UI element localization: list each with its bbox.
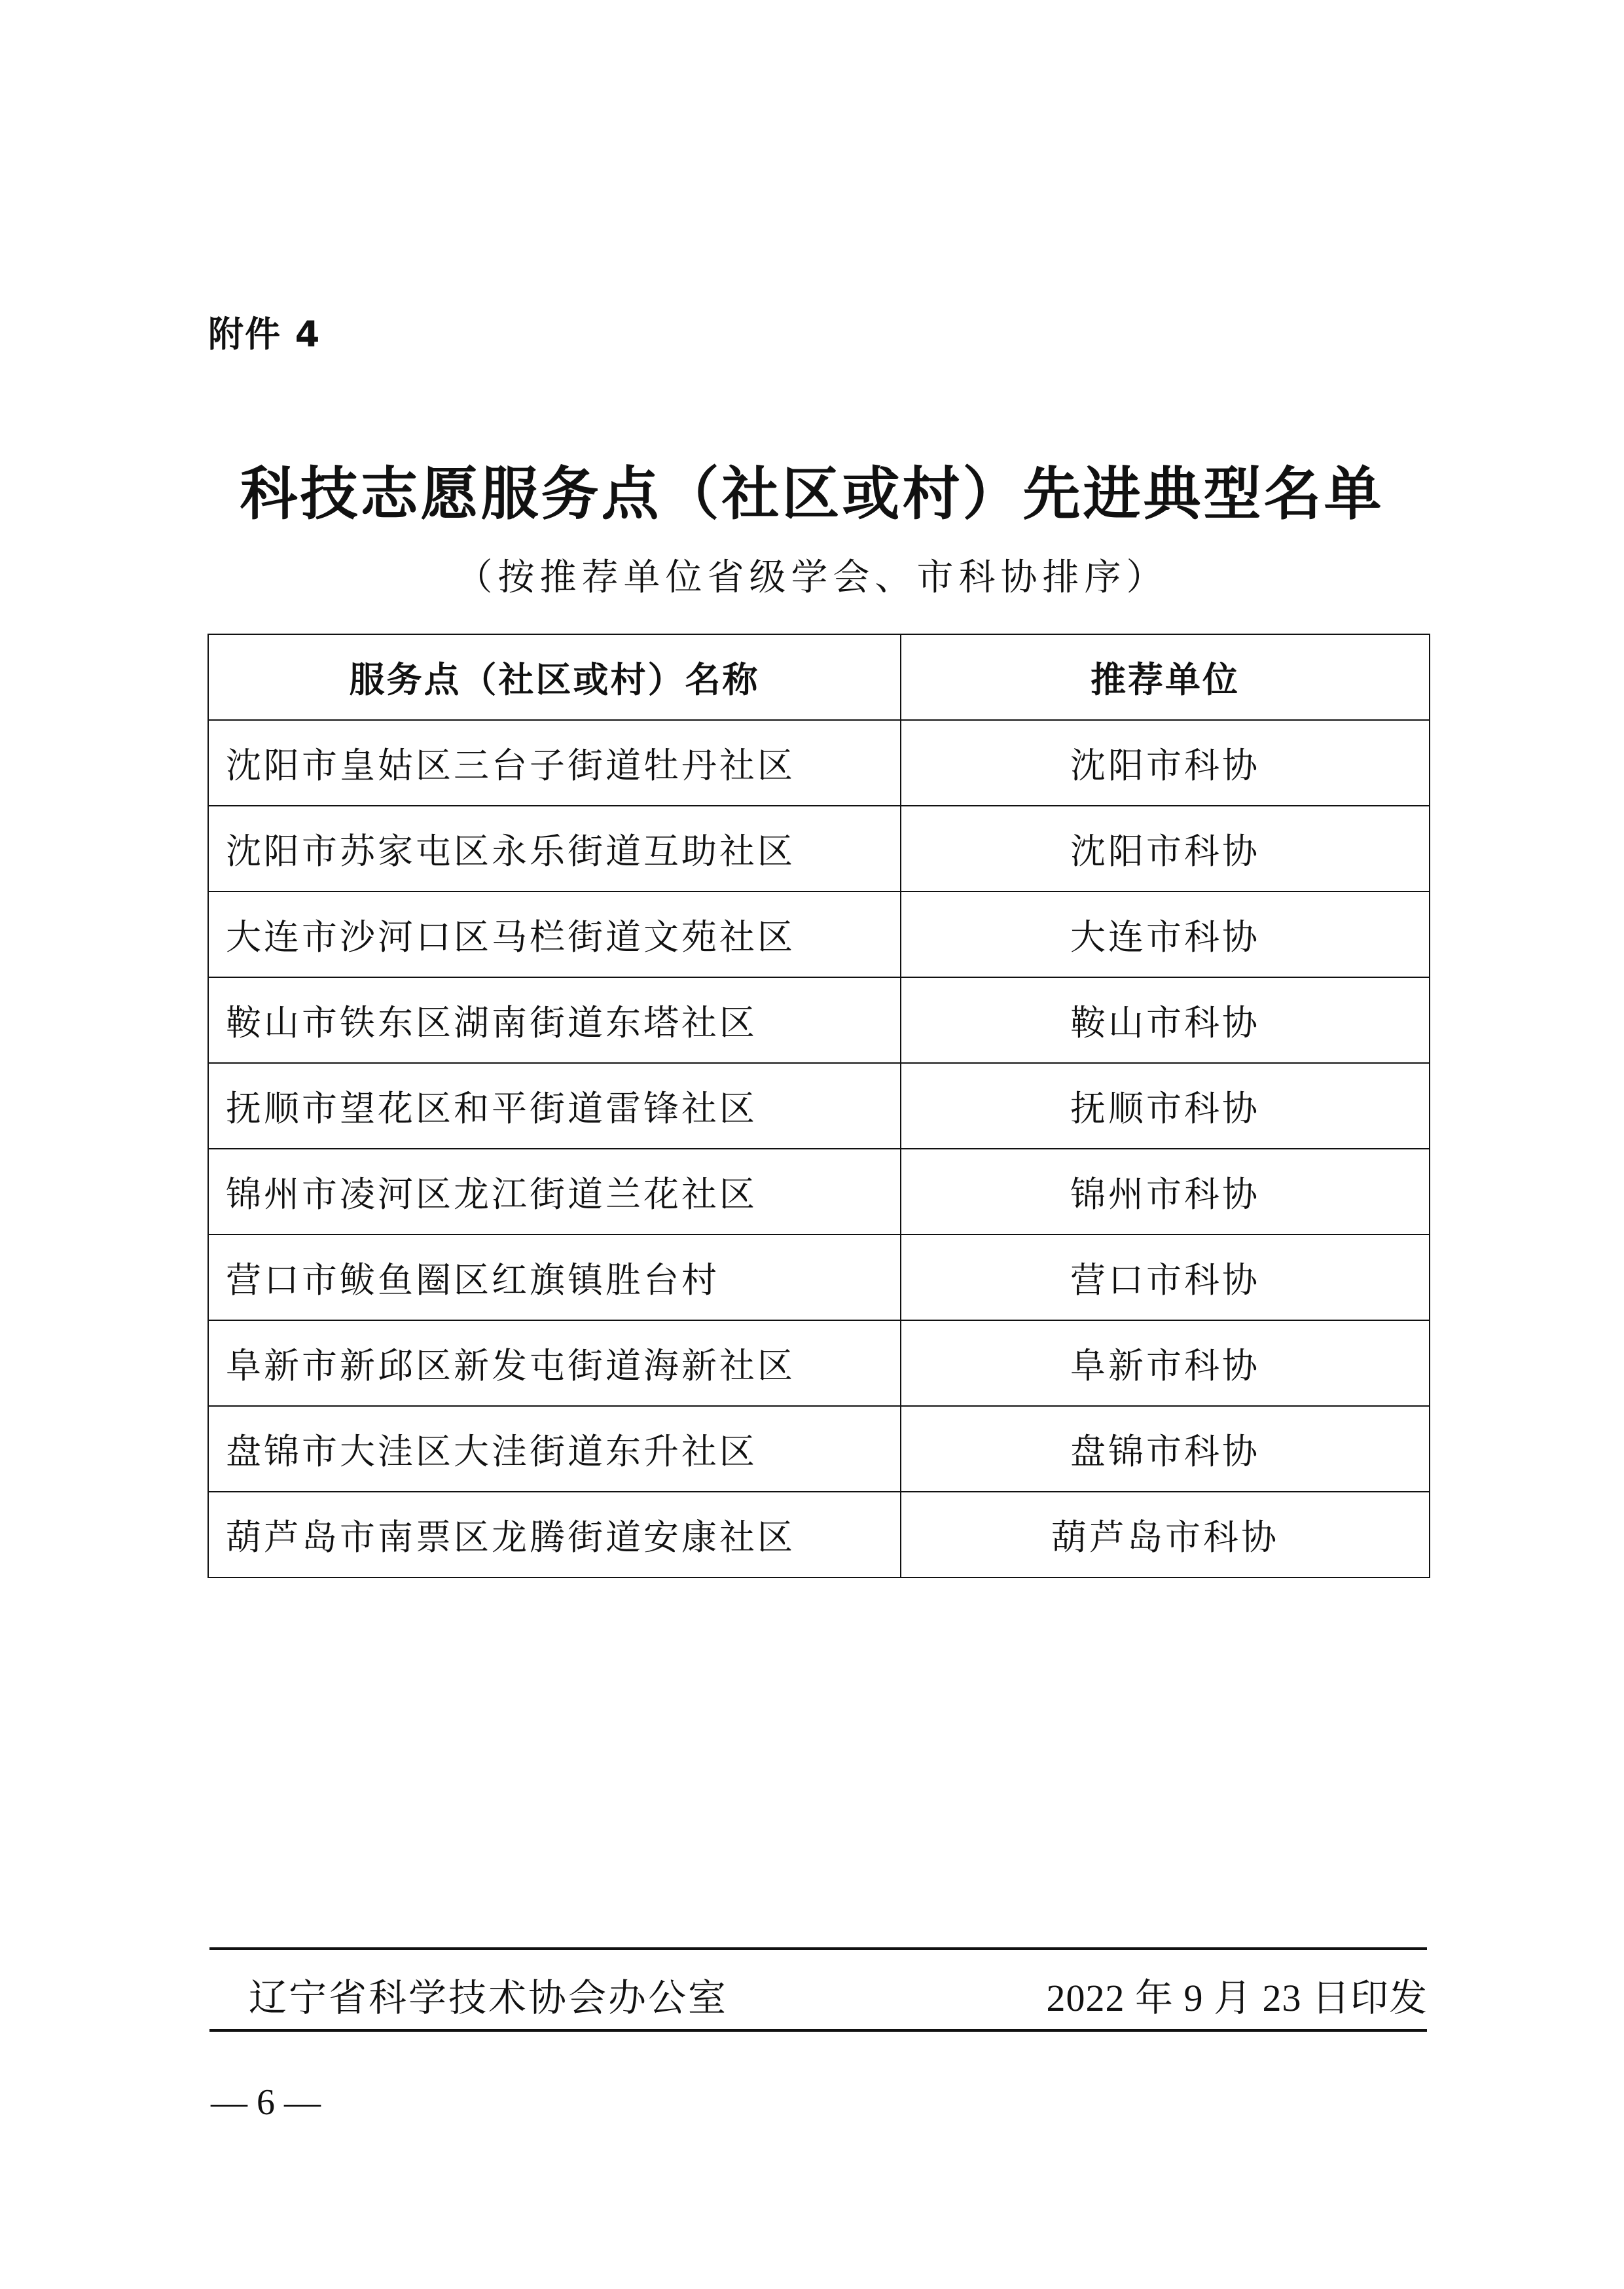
recommending-unit: 葫芦岛市科协: [901, 1492, 1430, 1577]
table-row: [208, 1063, 1430, 1149]
table-row: [208, 1492, 1430, 1577]
table-row: [208, 1235, 1430, 1320]
service-point-name: 营口市鲅鱼圈区红旗镇胜台村: [208, 1235, 901, 1320]
recommending-unit: 营口市科协: [901, 1235, 1430, 1320]
service-point-name: 沈阳市苏家屯区永乐街道互助社区: [208, 806, 901, 892]
recommending-unit: 大连市科协: [901, 892, 1430, 977]
header-recommending-unit: 推荐单位: [901, 634, 1430, 720]
recommending-unit: 抚顺市科协: [901, 1063, 1430, 1149]
table-row: [208, 720, 1430, 806]
footer-top-rule: [209, 1947, 1427, 1950]
document-title: 科技志愿服务点（社区或村）先进典型名单: [240, 460, 1384, 528]
service-point-name: 阜新市新邱区新发屯街道海新社区: [208, 1320, 901, 1406]
service-point-name: 鞍山市铁东区湖南街道东塔社区: [208, 977, 901, 1063]
service-point-name: 葫芦岛市南票区龙腾街道安康社区: [208, 1492, 901, 1577]
recommending-unit: 阜新市科协: [901, 1320, 1430, 1406]
recommending-unit: 锦州市科协: [901, 1149, 1430, 1235]
page-number: — 6 —: [211, 2082, 321, 2123]
table-row: [208, 977, 1430, 1063]
document-subtitle: （按推荐单位省级学会、市科协排序）: [456, 556, 1168, 599]
recommending-unit: 盘锦市科协: [901, 1406, 1430, 1492]
table-header-row: [208, 634, 1430, 720]
table-row: [208, 1149, 1430, 1235]
service-point-name: 大连市沙河口区马栏街道文苑社区: [208, 892, 901, 977]
advanced-list-table: [208, 634, 1430, 1578]
attachment-label: 附件 4: [208, 314, 321, 355]
table-row: [208, 806, 1430, 892]
table-row: [208, 1406, 1430, 1492]
recommending-unit: 沈阳市科协: [901, 720, 1430, 806]
recommending-unit: 鞍山市科协: [901, 977, 1430, 1063]
footer-bottom-rule: [209, 2029, 1427, 2032]
issuer-name: 辽宁省科学技术协会办公室: [249, 1975, 729, 2020]
service-point-name: 沈阳市皇姑区三台子街道牡丹社区: [208, 720, 901, 806]
recommending-unit: 沈阳市科协: [901, 806, 1430, 892]
table-row: [208, 1320, 1430, 1406]
header-service-point-name: 服务点（社区或村）名称: [208, 634, 901, 720]
issue-date: 2022 年 9 月 23 日印发: [1046, 1977, 1428, 2019]
table-row: [208, 892, 1430, 977]
service-point-name: 抚顺市望花区和平街道雷锋社区: [208, 1063, 901, 1149]
service-point-name: 盘锦市大洼区大洼街道东升社区: [208, 1406, 901, 1492]
service-point-name: 锦州市凌河区龙江街道兰花社区: [208, 1149, 901, 1235]
